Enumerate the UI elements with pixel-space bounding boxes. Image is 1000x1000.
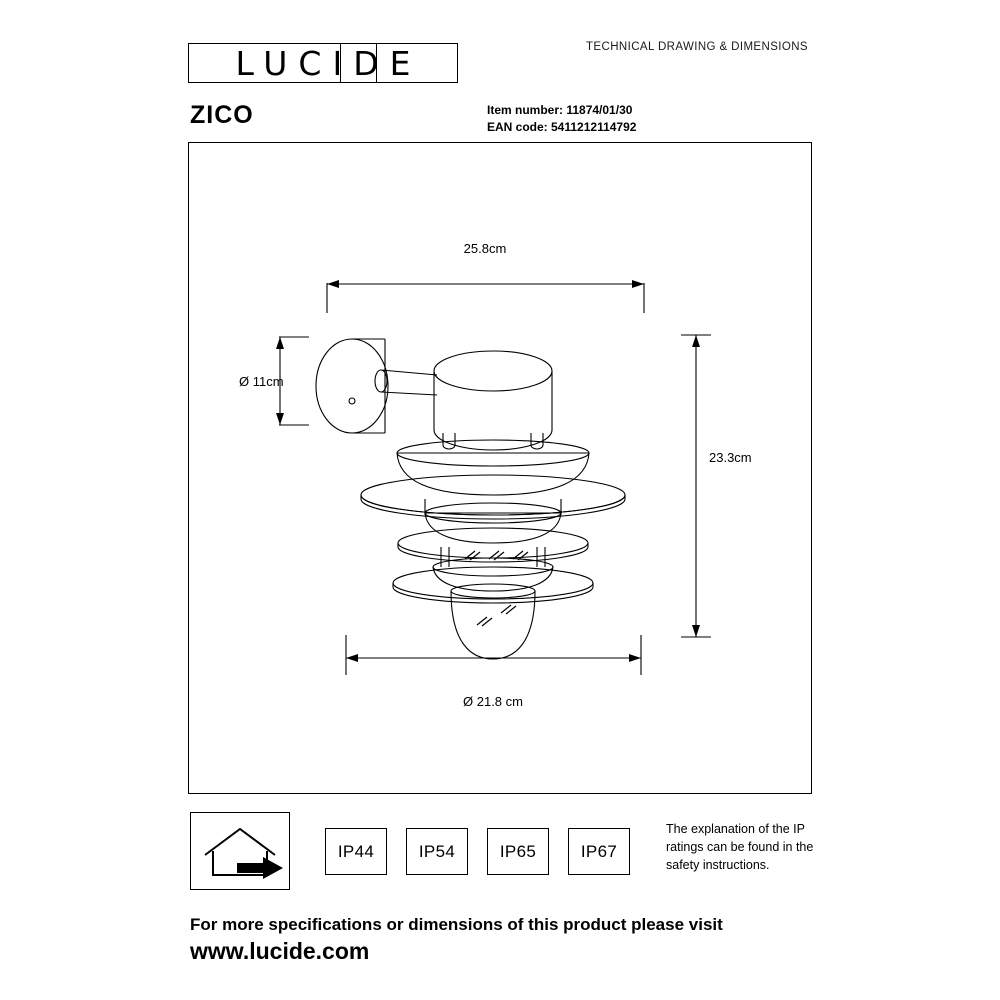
- technical-drawing-frame: [188, 142, 812, 794]
- footer-website[interactable]: www.lucide.com: [190, 938, 370, 964]
- ip-rating-1: IP54: [406, 828, 468, 875]
- technical-drawing-label: TECHNICAL DRAWING & DIMENSIONS: [586, 41, 808, 53]
- brand-logo: [188, 43, 458, 83]
- indoor-outdoor-icon-box: [190, 812, 290, 890]
- dim-label-width: 25.8cm: [463, 241, 507, 256]
- footer-text: For more specifications or dimensions of this product please visit: [190, 915, 723, 934]
- dim-label-diameter-bottom: Ø 21.8 cm: [463, 694, 523, 709]
- ip-rating-3: IP67: [568, 828, 630, 875]
- item-number: Item number: 11874/01/30: [487, 103, 633, 117]
- ip-rating-2: IP65: [487, 828, 549, 875]
- ip-rating-0: IP44: [325, 828, 387, 875]
- lamp-technical-drawing: [189, 143, 813, 795]
- page-title: ZICO: [190, 101, 254, 129]
- dim-label-height: 23.3cm: [709, 450, 752, 465]
- dim-label-diameter-top: Ø 11cm: [239, 374, 284, 389]
- ean-code: EAN code: 5411212114792: [487, 120, 637, 134]
- ip-explanation-note: The explanation of the IP ratings can be found in the safety instructions.: [666, 822, 814, 873]
- logo-wordmark: LUCIDE: [235, 43, 422, 83]
- house-icon: [191, 813, 289, 889]
